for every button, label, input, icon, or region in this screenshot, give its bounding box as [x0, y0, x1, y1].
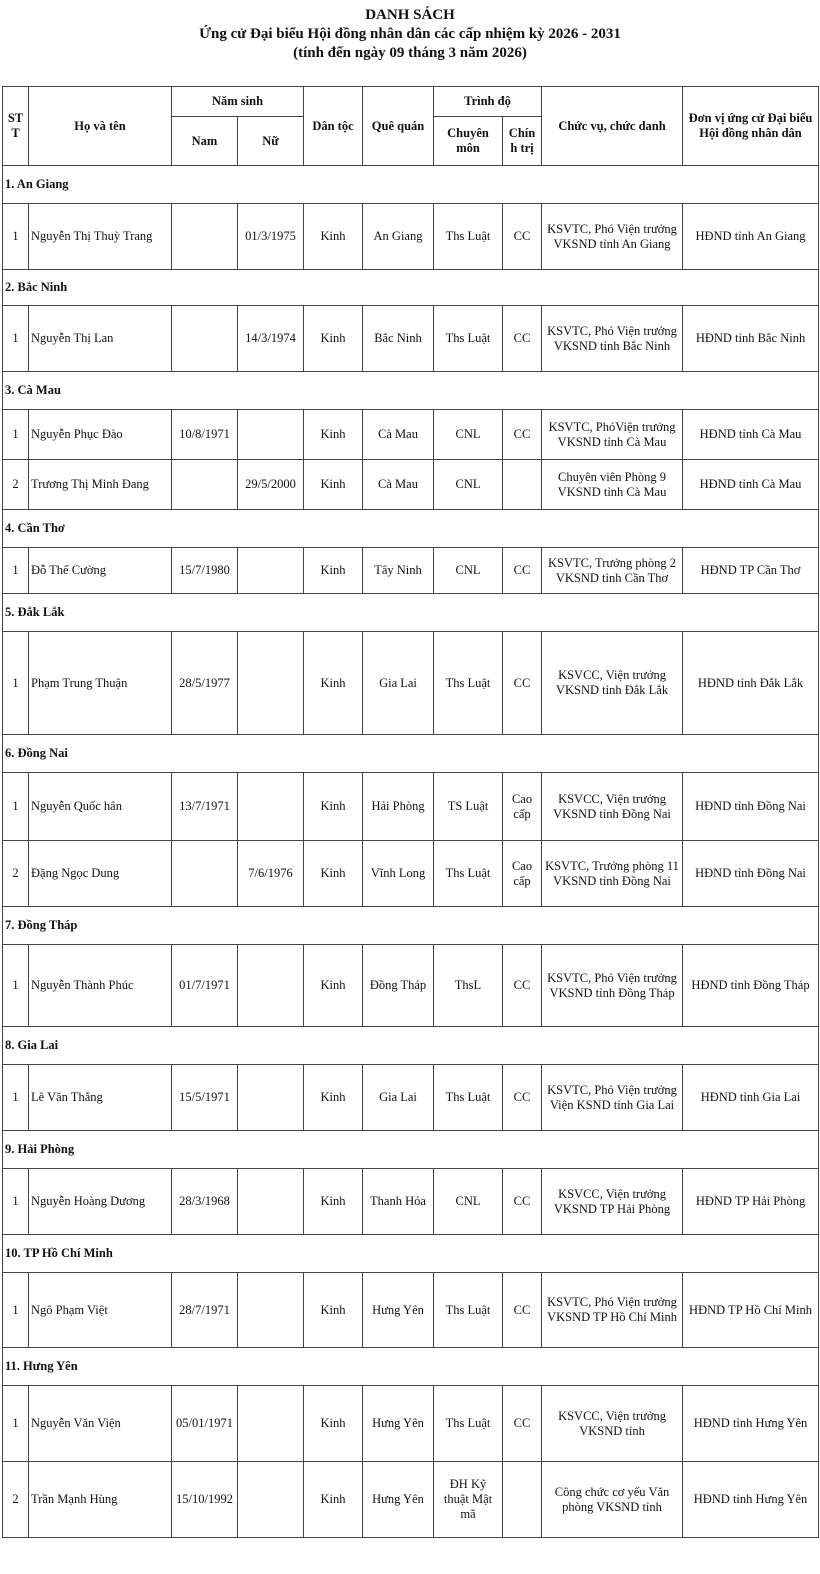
cell-position: KSVTC, Phó Viện trưởng VKSND tỉnh Đồng Tháp — [542, 945, 683, 1027]
cell-politics: CC — [503, 204, 542, 270]
cell-female: 14/3/1974 — [238, 306, 304, 372]
cell-ethnicity: Kinh — [304, 1169, 363, 1235]
cell-position: KSVTC, Phó Viện trưởng VKSND tỉnh Bắc Ninh — [542, 306, 683, 372]
cell-politics: CC — [503, 410, 542, 460]
cell-name: Lê Văn Thắng — [29, 1065, 172, 1131]
cell-name: Đặng Ngọc Dung — [29, 841, 172, 907]
cell-specialty: ĐH Kỹ thuật Mật mã — [434, 1462, 503, 1538]
cell-stt: 1 — [3, 548, 29, 594]
cell-stt: 1 — [3, 306, 29, 372]
cell-position: KSVTC, Phó Viện trưởng VKSND tỉnh An Giang — [542, 204, 683, 270]
cell-specialty: TS Luật — [434, 773, 503, 841]
cell-name: Trương Thị Minh Đang — [29, 460, 172, 510]
cell-hometown: Vĩnh Long — [363, 841, 434, 907]
header-stt: ST T — [3, 87, 29, 166]
header-birth-year: Năm sinh — [172, 87, 304, 117]
cell-stt: 1 — [3, 945, 29, 1027]
cell-male — [172, 841, 238, 907]
cell-politics — [503, 1462, 542, 1538]
header-level: Trình độ — [434, 87, 542, 117]
cell-hometown: Gia Lai — [363, 632, 434, 735]
cell-position: KSVCC, Viện trưởng VKSND tỉnh Đồng Nai — [542, 773, 683, 841]
cell-name: Đỗ Thế Cường — [29, 548, 172, 594]
cell-position: Công chức cơ yếu Văn phòng VKSND tỉnh — [542, 1462, 683, 1538]
cell-female — [238, 945, 304, 1027]
cell-name: Nguyễn Thị Thuỳ Trang — [29, 204, 172, 270]
cell-ethnicity: Kinh — [304, 306, 363, 372]
cell-politics: Cao cấp — [503, 773, 542, 841]
header-hometown: Quê quán — [363, 87, 434, 166]
cell-position: KSVCC, Viện trưởng VKSND tỉnh — [542, 1386, 683, 1462]
table-row — [3, 632, 819, 735]
header-position: Chức vụ, chức danh — [542, 87, 683, 166]
cell-female: 01/3/1975 — [238, 204, 304, 270]
cell-male: 01/7/1971 — [172, 945, 238, 1027]
table-row — [3, 306, 819, 372]
cell-specialty: CNL — [434, 1169, 503, 1235]
cell-politics: CC — [503, 945, 542, 1027]
section-row — [3, 907, 819, 945]
cell-stt: 1 — [3, 1386, 29, 1462]
header-male: Nam — [172, 117, 238, 166]
cell-stt: 1 — [3, 1169, 29, 1235]
cell-stt: 1 — [3, 204, 29, 270]
cell-name: Nguyễn Thành Phúc — [29, 945, 172, 1027]
cell-specialty: CNL — [434, 410, 503, 460]
cell-female — [238, 632, 304, 735]
table-row — [3, 945, 819, 1027]
cell-male: 13/7/1971 — [172, 773, 238, 841]
section-label: 7. Đồng Tháp — [3, 907, 819, 945]
document-title-block — [0, 6, 820, 63]
cell-ethnicity: Kinh — [304, 204, 363, 270]
cell-politics: CC — [503, 306, 542, 372]
cell-position: KSVCC, Viện trưởng VKSND TP Hải Phòng — [542, 1169, 683, 1235]
cell-male: 28/7/1971 — [172, 1273, 238, 1348]
cell-ethnicity: Kinh — [304, 460, 363, 510]
cell-hometown: Tây Ninh — [363, 548, 434, 594]
cell-female — [238, 410, 304, 460]
cell-unit: HĐND tỉnh Cà Mau — [683, 410, 819, 460]
document-subtitle: Ứng cử Đại biểu Hội đồng nhân dân các cấp nhiệm kỳ 2026 - 2031 — [199, 26, 621, 42]
section-label: 2. Bắc Ninh — [3, 270, 819, 306]
cell-ethnicity: Kinh — [304, 945, 363, 1027]
cell-female — [238, 1169, 304, 1235]
cell-female: 29/5/2000 — [238, 460, 304, 510]
cell-stt: 1 — [3, 1273, 29, 1348]
section-label: 9. Hải Phòng — [3, 1131, 819, 1169]
cell-name: Nguyễn Phục Đào — [29, 410, 172, 460]
table-row — [3, 548, 819, 594]
cell-male — [172, 460, 238, 510]
cell-stt: 2 — [3, 1462, 29, 1538]
section-label: 1. An Giang — [3, 166, 819, 204]
cell-ethnicity: Kinh — [304, 632, 363, 735]
cell-male: 05/01/1971 — [172, 1386, 238, 1462]
cell-female — [238, 1386, 304, 1462]
section-row — [3, 372, 819, 410]
cell-female — [238, 1273, 304, 1348]
cell-hometown: Bắc Ninh — [363, 306, 434, 372]
cell-politics: CC — [503, 1386, 542, 1462]
cell-hometown: An Giang — [363, 204, 434, 270]
section-row — [3, 1027, 819, 1065]
cell-stt: 1 — [3, 632, 29, 735]
section-row — [3, 735, 819, 773]
cell-ethnicity: Kinh — [304, 1273, 363, 1348]
header-specialty: Chuyên môn — [434, 117, 503, 166]
cell-stt: 2 — [3, 841, 29, 907]
cell-name: Nguyễn Hoàng Dương — [29, 1169, 172, 1235]
cell-specialty: CNL — [434, 548, 503, 594]
cell-unit: HĐND tỉnh Đồng Tháp — [683, 945, 819, 1027]
cell-name: Nguyễn Quốc hân — [29, 773, 172, 841]
cell-politics: CC — [503, 632, 542, 735]
cell-specialty: Ths Luật — [434, 632, 503, 735]
cell-specialty: Ths Luật — [434, 1065, 503, 1131]
table-row — [3, 1273, 819, 1348]
table-row — [3, 841, 819, 907]
cell-female — [238, 773, 304, 841]
section-row — [3, 270, 819, 306]
cell-politics — [503, 460, 542, 510]
cell-position: KSVTC, Trưởng phòng 11 VKSND tỉnh Đồng Nai — [542, 841, 683, 907]
table-body — [3, 166, 819, 1538]
cell-name: Nguyễn Thị Lan — [29, 306, 172, 372]
cell-unit: HĐND tỉnh Đắk Lắk — [683, 632, 819, 735]
cell-specialty: Ths Luật — [434, 204, 503, 270]
cell-specialty: Ths Luật — [434, 841, 503, 907]
cell-politics: CC — [503, 1273, 542, 1348]
cell-ethnicity: Kinh — [304, 548, 363, 594]
cell-hometown: Cà Mau — [363, 460, 434, 510]
cell-male: 10/8/1971 — [172, 410, 238, 460]
section-label: 8. Gia Lai — [3, 1027, 819, 1065]
cell-position: KSVTC, Phó Viện trưởng Viện KSND tỉnh Gia Lai — [542, 1065, 683, 1131]
cell-hometown: Thanh Hóa — [363, 1169, 434, 1235]
header-politics: Chín h trị — [503, 117, 542, 166]
table-row — [3, 204, 819, 270]
cell-position: KSVTC, Trưởng phòng 2 VKSND tỉnh Cần Thơ — [542, 548, 683, 594]
cell-male: 28/5/1977 — [172, 632, 238, 735]
cell-unit: HĐND tỉnh An Giang — [683, 204, 819, 270]
cell-hometown: Gia Lai — [363, 1065, 434, 1131]
header-female: Nữ — [238, 117, 304, 166]
cell-hometown: Hưng Yên — [363, 1273, 434, 1348]
document-date-note: (tính đến ngày 09 tháng 3 năm 2026) — [293, 45, 527, 61]
section-label: 6. Đồng Nai — [3, 735, 819, 773]
cell-position: Chuyên viên Phòng 9 VKSND tỉnh Cà Mau — [542, 460, 683, 510]
section-row — [3, 510, 819, 548]
cell-stt: 1 — [3, 410, 29, 460]
cell-position: KSVCC, Viện trưởng VKSND tỉnh Đắk Lắk — [542, 632, 683, 735]
document-title: DANH SÁCH — [365, 7, 455, 23]
cell-male: 15/5/1971 — [172, 1065, 238, 1131]
cell-name: Phạm Trung Thuận — [29, 632, 172, 735]
section-label: 4. Cần Thơ — [3, 510, 819, 548]
cell-name: Ngô Phạm Việt — [29, 1273, 172, 1348]
section-row — [3, 1348, 819, 1386]
cell-ethnicity: Kinh — [304, 841, 363, 907]
cell-male: 15/10/1992 — [172, 1462, 238, 1538]
cell-position: KSVTC, Phó Viện trưởng VKSND TP Hồ Chí Minh — [542, 1273, 683, 1348]
cell-male: 28/3/1968 — [172, 1169, 238, 1235]
cell-unit: HĐND tỉnh Cà Mau — [683, 460, 819, 510]
cell-unit: HĐND TP Hải Phòng — [683, 1169, 819, 1235]
table-row — [3, 773, 819, 841]
header-ethnicity: Dân tộc — [304, 87, 363, 166]
candidate-table — [2, 86, 819, 1538]
cell-male: 15/7/1980 — [172, 548, 238, 594]
cell-stt: 2 — [3, 460, 29, 510]
cell-politics: CC — [503, 1065, 542, 1131]
table-row — [3, 1386, 819, 1462]
cell-politics: CC — [503, 1169, 542, 1235]
cell-hometown: Hưng Yên — [363, 1462, 434, 1538]
cell-female — [238, 1065, 304, 1131]
cell-hometown: Hưng Yên — [363, 1386, 434, 1462]
cell-unit: HĐND tỉnh Hưng Yên — [683, 1462, 819, 1538]
table-row — [3, 1462, 819, 1538]
cell-hometown: Cà Mau — [363, 410, 434, 460]
cell-specialty: Ths Luật — [434, 306, 503, 372]
cell-name: Trần Mạnh Hùng — [29, 1462, 172, 1538]
section-label: 5. Đắk Lắk — [3, 594, 819, 632]
section-row — [3, 1131, 819, 1169]
cell-hometown: Đồng Tháp — [363, 945, 434, 1027]
header-unit: Đơn vị ứng cử Đại biểu Hội đồng nhân dân — [683, 87, 819, 166]
cell-male — [172, 306, 238, 372]
table-row — [3, 1169, 819, 1235]
section-label: 11. Hưng Yên — [3, 1348, 819, 1386]
cell-name: Nguyễn Văn Viện — [29, 1386, 172, 1462]
cell-stt: 1 — [3, 773, 29, 841]
cell-unit: HĐND TP Cần Thơ — [683, 548, 819, 594]
section-row — [3, 166, 819, 204]
section-label: 10. TP Hồ Chí Minh — [3, 1235, 819, 1273]
cell-stt: 1 — [3, 1065, 29, 1131]
cell-specialty: Ths Luật — [434, 1273, 503, 1348]
cell-unit: HĐND tỉnh Gia Lai — [683, 1065, 819, 1131]
cell-politics: Cao cấp — [503, 841, 542, 907]
cell-hometown: Hải Phòng — [363, 773, 434, 841]
cell-ethnicity: Kinh — [304, 773, 363, 841]
section-row — [3, 1235, 819, 1273]
table-row — [3, 1065, 819, 1131]
header-name: Họ và tên — [29, 87, 172, 166]
cell-ethnicity: Kinh — [304, 410, 363, 460]
section-label: 3. Cà Mau — [3, 372, 819, 410]
table-row — [3, 460, 819, 510]
cell-unit: HĐND tỉnh Đồng Nai — [683, 773, 819, 841]
cell-politics: CC — [503, 548, 542, 594]
cell-unit: HĐND TP Hồ Chí Minh — [683, 1273, 819, 1348]
cell-ethnicity: Kinh — [304, 1065, 363, 1131]
cell-specialty: CNL — [434, 460, 503, 510]
cell-female: 7/6/1976 — [238, 841, 304, 907]
cell-ethnicity: Kinh — [304, 1386, 363, 1462]
cell-male — [172, 204, 238, 270]
cell-female — [238, 1462, 304, 1538]
section-row — [3, 594, 819, 632]
cell-specialty: ThsL — [434, 945, 503, 1027]
table-row — [3, 410, 819, 460]
cell-unit: HĐND tỉnh Bắc Ninh — [683, 306, 819, 372]
cell-position: KSVTC, PhóViện trưởng VKSND tỉnh Cà Mau — [542, 410, 683, 460]
cell-ethnicity: Kinh — [304, 1462, 363, 1538]
cell-unit: HĐND tỉnh Đồng Nai — [683, 841, 819, 907]
cell-unit: HĐND tỉnh Hưng Yên — [683, 1386, 819, 1462]
cell-specialty: Ths Luật — [434, 1386, 503, 1462]
cell-female — [238, 548, 304, 594]
